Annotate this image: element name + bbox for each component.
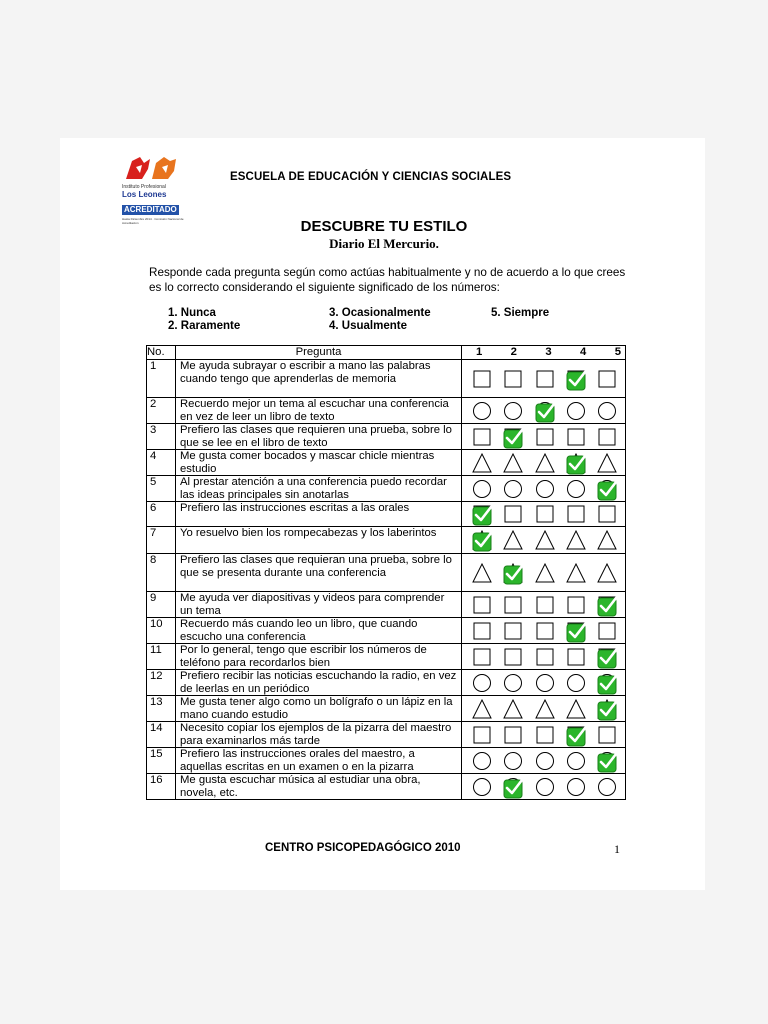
instructions-text: Responde cada pregunta según como actúas habitualmente y no de acuerdo a lo que crees es lo correcto considerando el siguiente significado de los números: [149,266,626,294]
answer-options [462,748,626,774]
checkmark-icon [503,777,525,799]
checkmark-icon [472,530,494,552]
option-square-2[interactable] [503,647,523,667]
option-header-1: 1 [476,346,483,358]
option-square-3[interactable] [535,504,555,524]
question-number: 10 [147,618,176,644]
option-triangle-4[interactable] [566,530,586,550]
question-text: Me ayuda subrayar o escribir a mano las palabras cuando tengo que aprenderlas de memoria [176,360,462,398]
option-triangle-1[interactable] [472,530,492,550]
option-circle-2[interactable] [503,479,523,499]
option-triangle-2[interactable] [503,530,523,550]
question-text: Yo resuelvo bien los rompecabezas y los laberintos [176,527,462,554]
question-text: Prefiero las clases que requieran una prueba, sobre lo que se presenta durante una conferencia [176,554,462,592]
logo-line-fineprint: Hasta Diciembre 2014 · Comisión Nacional de Acreditación [122,217,184,225]
option-square-4[interactable] [566,427,586,447]
option-square-1[interactable] [472,504,492,524]
option-square-5[interactable] [597,427,617,447]
option-triangle-2[interactable] [503,453,523,473]
table-row [147,696,626,722]
question-number: 5 [147,476,176,502]
question-number: 16 [147,774,176,800]
answer-options [462,670,626,696]
option-square-4[interactable] [566,369,586,389]
option-square-2[interactable] [503,504,523,524]
option-circle-4[interactable] [566,673,586,693]
option-square-2[interactable] [503,621,523,641]
option-square-4[interactable] [566,621,586,641]
question-text: Prefiero las instrucciones orales del maestro, a aquellas escritas en un examen o en la pizarra [176,748,462,774]
table-row [147,398,626,424]
question-number: 3 [147,424,176,450]
checkmark-icon [597,699,619,721]
option-square-1[interactable] [472,725,492,745]
option-circle-2[interactable] [503,401,523,421]
checkmark-icon [566,621,588,643]
option-circle-5[interactable] [597,401,617,421]
option-square-4[interactable] [566,647,586,667]
scale-item-2: 2. Raramente [168,320,241,332]
question-text: Recuerdo mejor un tema al escuchar una conferencia en vez de leer un libro de texto [176,398,462,424]
logo-line-institute: Instituto Profesional [122,184,166,190]
question-number: 14 [147,722,176,748]
checkmark-icon [535,401,557,423]
option-circle-3[interactable] [535,751,555,771]
answer-options [462,450,626,476]
table-row [147,670,626,696]
option-square-4[interactable] [566,504,586,524]
question-number: 1 [147,360,176,398]
option-circle-5[interactable] [597,479,617,499]
option-square-1[interactable] [472,427,492,447]
question-number: 8 [147,554,176,592]
checkmark-icon [566,725,588,747]
answer-options [462,774,626,800]
logo-accredited-badge: ACREDITADO [124,205,177,214]
option-circle-1[interactable] [472,479,492,499]
option-triangle-1[interactable] [472,563,492,583]
document-title: DESCUBRE TU ESTILO [300,218,468,235]
table-row [147,618,626,644]
option-header-5: 5 [614,346,621,358]
question-number: 9 [147,592,176,618]
question-number: 15 [147,748,176,774]
checkmark-icon [566,369,588,391]
question-number: 7 [147,527,176,554]
option-square-2[interactable] [503,595,523,615]
question-text: Me ayuda ver diapositivas y videos para comprender un tema [176,592,462,618]
option-circle-1[interactable] [472,673,492,693]
answer-options [462,618,626,644]
option-square-1[interactable] [472,369,492,389]
option-triangle-1[interactable] [472,453,492,473]
question-number: 2 [147,398,176,424]
checkmark-icon [472,504,494,526]
option-square-4[interactable] [566,595,586,615]
option-circle-2[interactable] [503,673,523,693]
option-square-3[interactable] [535,725,555,745]
question-number: 4 [147,450,176,476]
table-row [147,527,626,554]
option-circle-4[interactable] [566,777,586,797]
option-circle-3[interactable] [535,777,555,797]
option-square-3[interactable] [535,595,555,615]
column-header-question: Pregunta [176,346,462,360]
question-text: Necesito copiar los ejemplos de la pizarra del maestro para examinarlos más tarde [176,722,462,748]
questionnaire-table [146,345,626,800]
table-row [147,424,626,450]
question-text: Al prestar atención a una conferencia puedo recordar las ideas principales sin anotarlas [176,476,462,502]
question-number: 13 [147,696,176,722]
answer-options [462,398,626,424]
option-circle-1[interactable] [472,777,492,797]
institution-logo [122,153,184,225]
option-triangle-2[interactable] [503,699,523,719]
option-square-5[interactable] [597,621,617,641]
option-square-5[interactable] [597,725,617,745]
option-circle-1[interactable] [472,751,492,771]
question-text: Por lo general, tengo que escribir los números de teléfono para recordarlos bien [176,644,462,670]
question-text: Prefiero las instrucciones escritas a las orales [176,502,462,527]
answer-options [462,476,626,502]
checkmark-icon [503,563,525,585]
question-text: Prefiero las clases que requieren una prueba, sobre lo que se lee en el libro de texto [176,424,462,450]
option-square-5[interactable] [597,647,617,667]
question-number: 11 [147,644,176,670]
option-square-4[interactable] [566,725,586,745]
table-header-row [147,346,626,360]
option-circle-4[interactable] [566,751,586,771]
page-number: 1 [614,842,620,856]
scale-item-1: 1. Nunca [168,307,216,319]
table-row [147,748,626,774]
option-square-2[interactable] [503,369,523,389]
school-name: ESCUELA DE EDUCACIÓN Y CIENCIAS SOCIALES [230,171,512,183]
checkmark-icon [566,453,588,475]
checkmark-icon [597,751,619,773]
question-text: Prefiero recibir las noticias escuchando la radio, en vez de leerlas en un periódico [176,670,462,696]
answer-options [462,696,626,722]
option-header-2: 2 [510,346,517,358]
option-square-3[interactable] [535,427,555,447]
column-header-no: No. [147,346,176,360]
option-circle-5[interactable] [597,777,617,797]
table-row [147,360,626,398]
table-row [147,476,626,502]
scale-item-3: 3. Ocasionalmente [329,307,431,319]
option-circle-5[interactable] [597,751,617,771]
table-row [147,502,626,527]
option-triangle-2[interactable] [503,563,523,583]
option-square-5[interactable] [597,369,617,389]
table-row [147,644,626,670]
option-circle-3[interactable] [535,401,555,421]
option-circle-1[interactable] [472,401,492,421]
option-triangle-4[interactable] [566,699,586,719]
table-row [147,592,626,618]
option-triangle-4[interactable] [566,453,586,473]
option-circle-5[interactable] [597,673,617,693]
checkmark-icon [597,647,619,669]
checkmark-icon [597,479,619,501]
answer-options [462,360,626,398]
table-row [147,450,626,476]
option-triangle-5[interactable] [597,563,617,583]
answer-options [462,644,626,670]
question-number: 12 [147,670,176,696]
option-triangle-5[interactable] [597,530,617,550]
option-triangle-3[interactable] [535,563,555,583]
document-subtitle: Diario El Mercurio. [329,236,439,251]
option-header-4: 4 [580,346,587,358]
option-triangle-5[interactable] [597,699,617,719]
option-circle-2[interactable] [503,777,523,797]
lion-emblem-icon [122,153,180,183]
option-square-2[interactable] [503,725,523,745]
option-circle-3[interactable] [535,673,555,693]
checkmark-icon [503,427,525,449]
option-circle-2[interactable] [503,751,523,771]
option-triangle-5[interactable] [597,453,617,473]
option-square-1[interactable] [472,595,492,615]
option-header-3: 3 [545,346,552,358]
table-row [147,554,626,592]
checkmark-icon [597,673,619,695]
footer-center: CENTRO PSICOPEDAGÓGICO 2010 [265,842,461,854]
option-triangle-3[interactable] [535,453,555,473]
option-square-5[interactable] [597,595,617,615]
option-triangle-1[interactable] [472,699,492,719]
option-circle-3[interactable] [535,479,555,499]
table-row [147,722,626,748]
option-square-1[interactable] [472,647,492,667]
option-square-3[interactable] [535,369,555,389]
option-square-3[interactable] [535,647,555,667]
option-square-2[interactable] [503,427,523,447]
option-triangle-3[interactable] [535,530,555,550]
option-circle-4[interactable] [566,479,586,499]
answer-options [462,527,626,554]
question-number: 6 [147,502,176,527]
logo-line-name: Los Leones [122,190,167,199]
option-square-5[interactable] [597,504,617,524]
question-text: Me gusta escuchar música al estudiar una obra, novela, etc. [176,774,462,800]
option-triangle-3[interactable] [535,699,555,719]
answer-options [462,424,626,450]
table-row [147,774,626,800]
option-triangle-4[interactable] [566,563,586,583]
question-text: Me gusta tener algo como un bolígrafo o un lápiz en la mano cuando estudio [176,696,462,722]
answer-options [462,502,626,527]
question-text: Recuerdo más cuando leo un libro, que cuando escucho una conferencia [176,618,462,644]
option-square-1[interactable] [472,621,492,641]
checkmark-icon [597,595,619,617]
option-square-3[interactable] [535,621,555,641]
column-header-options [462,346,626,360]
option-circle-4[interactable] [566,401,586,421]
answer-options [462,722,626,748]
question-text: Me gusta comer bocados y mascar chicle mientras estudio [176,450,462,476]
answer-options [462,554,626,592]
scale-item-5: 5. Siempre [491,307,550,319]
scale-item-4: 4. Usualmente [329,320,407,332]
answer-options [462,592,626,618]
